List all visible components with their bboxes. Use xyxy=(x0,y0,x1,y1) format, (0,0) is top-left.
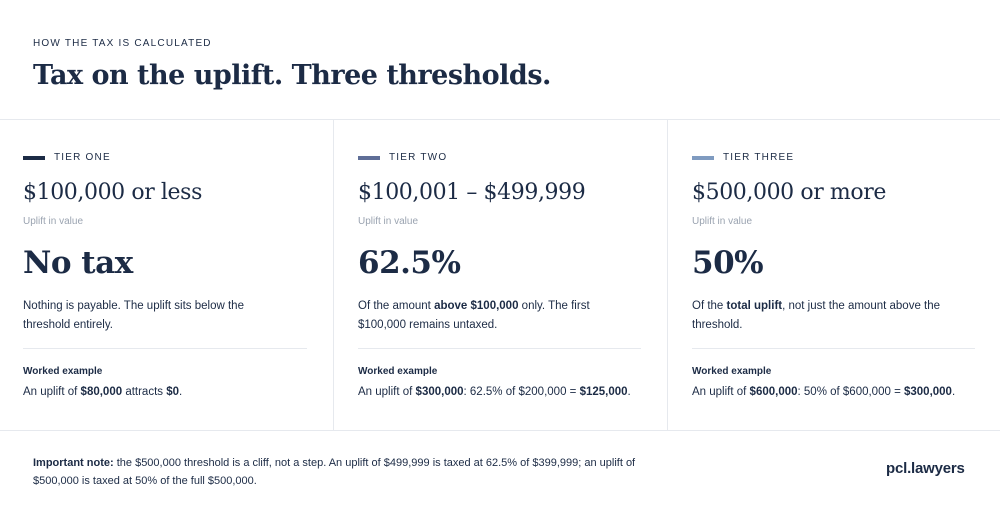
tier-color-bar xyxy=(358,156,380,160)
tier-range-caption: Uplift in value xyxy=(358,216,419,227)
worked-example-text: An uplift of $600,000: 50% of $600,000 = $300,000. xyxy=(692,386,956,398)
tier-one-panel xyxy=(0,119,333,430)
important-note: Important note: the $500,000 threshold is a cliff, not a step. An uplift of $499,999 is taxed at 62.5% of $399,999; an uplift of $500,000 is taxed at 50% of the full $500,000. xyxy=(33,457,636,487)
tier-rate: 62.5% xyxy=(358,245,461,281)
tier-description: Of the total uplift, not just the amount above the threshold. xyxy=(692,300,941,331)
tier-header xyxy=(358,152,447,163)
tier-header xyxy=(23,152,111,163)
tier-header xyxy=(692,152,794,163)
tier-name: TIER ONE xyxy=(54,152,111,163)
eyebrow: HOW THE TAX IS CALCULATED xyxy=(33,38,212,49)
tier-description: Of the amount above $100,000 only. The first $100,000 remains untaxed. xyxy=(358,300,590,331)
divider-bottom xyxy=(0,430,1000,431)
page-title: Tax on the uplift. Three thresholds. xyxy=(33,60,551,91)
tier-range: $100,000 or less xyxy=(23,180,202,205)
tier-color-bar xyxy=(692,156,714,160)
tier-color-bar xyxy=(23,156,45,160)
worked-example-text: An uplift of $300,000: 62.5% of $200,000 = $125,000. xyxy=(358,386,631,398)
tier-name: TIER TWO xyxy=(389,152,448,163)
tier-range-caption: Uplift in value xyxy=(23,216,84,227)
brand-logo: pcl.lawyers xyxy=(886,460,965,477)
tier-separator xyxy=(692,348,975,349)
tier-description: Nothing is payable. The uplift sits below the threshold entirely. xyxy=(23,300,244,331)
worked-example-label: Worked example xyxy=(692,366,772,377)
tier-separator xyxy=(358,348,641,349)
tier-range: $500,000 or more xyxy=(692,180,886,205)
tier-separator xyxy=(23,348,307,349)
tier-rate: No tax xyxy=(23,245,133,281)
tier-name: TIER THREE xyxy=(723,152,795,163)
worked-example-label: Worked example xyxy=(23,366,103,377)
tier-two-panel xyxy=(333,119,667,430)
worked-example-text: An uplift of $80,000 attracts $0. xyxy=(23,386,183,398)
tier-range-caption: Uplift in value xyxy=(692,216,753,227)
tier-range: $100,001 – $499,999 xyxy=(358,180,586,205)
tier-three-panel xyxy=(667,119,1000,430)
worked-example-label: Worked example xyxy=(358,366,438,377)
tier-rate: 50% xyxy=(692,245,764,281)
